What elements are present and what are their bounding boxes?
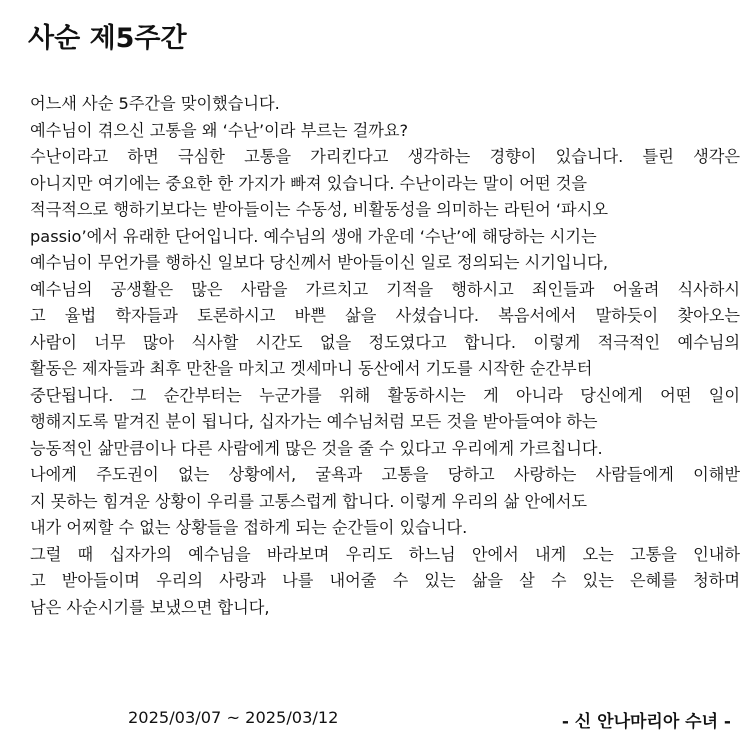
reflection-body: [30, 91, 740, 621]
body-line: 수난이라고 하면 극심한 고통을 가리킨다고 생각하는 경향이 있습니다. 틀린 생각은: [30, 147, 740, 166]
body-line: 그럴 때 십자가의 예수님을 바라보며 우리도 하느님 안에서 내게 오는 고통을 인내하: [30, 544, 740, 564]
body-line: 행해지도록 맡겨진 분이 됩니다, 십자가는 예수님처럼 모든 것을 받아들여야 하는: [30, 412, 598, 431]
body-line: 적극적으로 행하기보다는 받아들이는 수동성, 비활동성을 의미하는 라틴어 ‘파시오: [30, 200, 608, 219]
body-line: 예수님이 겪으신 고통을 왜 ‘수난’이라 부르는 걸까요?: [30, 120, 409, 140]
body-line: 아니지만 여기에는 중요한 한 가지가 빠져 있습니다. 수난이라는 말이 어떤 것을: [30, 173, 587, 193]
body-line: 남은 사순시기를 보냈으면 합니다,: [30, 597, 270, 617]
body-line: 예수님이 무언가를 행하신 일보다 당신께서 받아들이신 일로 정의되는 시기입니다,: [30, 253, 608, 272]
body-line: 능동적인 삶만큼이나 다른 사람에게 많은 것을 줄 수 있다고 우리에게 가르칩니다.: [30, 438, 603, 458]
date-range: 2025/03/07 ~ 2025/03/12: [128, 708, 339, 727]
body-line: 나에게 주도권이 없는 상황에서, 굴욕과 고통을 당하고 사랑하는 사람들에게 이해받: [30, 465, 740, 484]
body-line: 지 못하는 힘겨운 상황이 우리를 고통스럽게 합니다. 이렇게 우리의 삶 안에서도: [30, 491, 587, 511]
page-title: 사순 제5주간: [28, 23, 187, 54]
body-line: 어느새 사순 5주간을 맞이했습니다.: [30, 94, 280, 113]
author-signature: - 신 안나마리아 수녀 -: [561, 712, 731, 732]
body-line: 고 율법 학자들과 토론하시고 바쁜 삶을 사셨습니다. 복음서에서 말하듯이 찾아오는: [30, 306, 740, 325]
body-line: 사람이 너무 많아 식사할 시간도 없을 정도였다고 합니다. 이렇게 적극적인 예수님의: [30, 332, 740, 352]
body-line: 중단됩니다. 그 순간부터는 누군가를 위해 활동하시는 게 아니라 당신에게 어떤 일이: [30, 385, 740, 405]
body-line: 내가 어찌할 수 없는 상황들을 접하게 되는 순간들이 있습니다.: [30, 518, 468, 537]
body-line: passio’에서 유래한 단어입니다. 예수님의 생애 가운데 ‘수난’에 해당하는 시기는: [30, 226, 597, 246]
body-line: 활동은 제자들과 최후 만찬을 마치고 겟세마니 동산에서 기도를 시작한 순간부터: [30, 359, 593, 378]
body-line: 예수님의 공생활은 많은 사람을 가르치고 기적을 행하시고 죄인들과 어울려 식사하시: [30, 279, 740, 299]
body-line: 고 받아들이며 우리의 사랑과 나를 내어줄 수 있는 삶을 살 수 있는 은혜를 청하며: [30, 571, 740, 590]
